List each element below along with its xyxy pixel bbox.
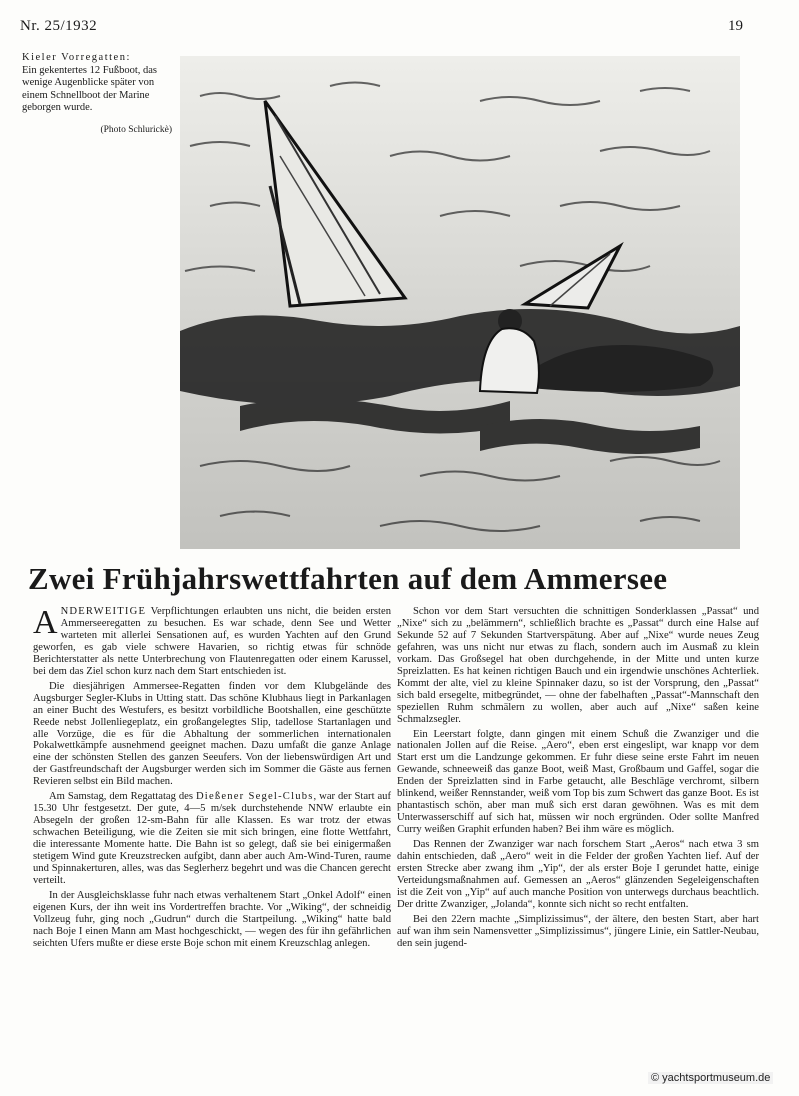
- page-number: 19: [728, 18, 743, 34]
- drop-cap: A: [33, 604, 58, 641]
- paragraph: [33, 606, 391, 678]
- article-column-left: [33, 606, 391, 953]
- lead-word: NDERWEITIGE: [60, 606, 147, 617]
- photo-illustration: [180, 56, 740, 549]
- paragraph: In der Ausgleichsklasse fuhr nach etwas verhaltenem Start „Onkel Adolf“ einen eigenen Kurs, der ihn weit ins Vordertreffen brachte. Vor „Wiking“, der schneidig Vollzeug fuhr, ging noch „Gudrun“ durch die Startpeilung. „Wiking“ hatte bald nach Boje I einen Mann am Mast hochgeschickt, — wegen des für ihn gefährlichen seichten Ufers mußte er diese erste Boje schon mit einem Kreuzschlag anlegen.: [33, 889, 391, 949]
- copyright-watermark: © yachtsportmuseum.de: [648, 1072, 773, 1084]
- paragraph: Die diesjährigen Ammersee-Regatten finden vor dem Klubgelände des Augsburger Segler-Klubs in Utting statt. Das schöne Klubhaus liegt in Parkanlagen an einer Bucht des Westufers, es besitzt vorbildliche Bootshallen, eine geschützte Reede nebst Jollenliegeplatz, ein großangelegtes Slip, tadellose Startanlagen und alle Vorzüge, die es für die Abhaltung der sommerlichen internationalen Pokalwettkämpfe ausnehmend geeignet machen. Dazu umfaßt die ganze Anlage eine der schönsten Stellen des ganzen Seeufers. Von der liebenswürdigen Art und der Gastfreundschaft der Augsburger werden sich im Sommer die Gäste aus fernen Revieren selbst ein Bild machen.: [33, 680, 391, 788]
- caption-title: Kieler Vorregatten:: [22, 52, 131, 63]
- photo-credit: (Photo Schlurickè): [100, 124, 172, 135]
- issue-number: Nr. 25/1932: [20, 18, 98, 34]
- paragraph-text: Verpflichtungen erlaubten uns nicht, die beiden ersten Ammerseeregatten zu besuchen. Es war schade, denn See und Wetter warteten mit allerlei Sensationen auf, es wurden Yachten auf den Grund geworfen, es gab viele schwere Havarien, so richtig etwas für schnöde Berichterstatter als nette Unterbrechung von Flautenregatten oder einem Karussel, bei dem das Ziel schon kurz nach dem Start entschieden ist.: [33, 606, 391, 677]
- article-column-right: [397, 606, 759, 953]
- paragraph-text: , war der Start auf 15.30 Uhr festgesetzt. Der gute, 4—5 m/sek durchstehende NNW erlaubte ein Absegeln der großen 12-sm-Bahn für alle Klassen. Es war trotz der etwas schwachen Beteiligung, wie die Zeiten sie mit sich bringen, eine flotte Wettfahrt, die interessante Momente hatte. Die Bahn ist so gelegt, daß sie bei einigermaßen stetigem Wind gute Kreuzstrecken aufgibt, dann aber auch Am-Wind-Turen, raume und Spinnakerturen, alles, was das Seglerherz begehrt und was die Chancen gerecht verteilt.: [33, 791, 392, 886]
- caption-text: Ein gekentertes 12 Fußboot, das wenige Augenblicke später von einem Schnellboot der Marine geborgen wurde.: [22, 64, 158, 113]
- club-name: Dießener Segel-Clubs: [195, 791, 314, 803]
- paragraph: Schon vor dem Start versuchten die schnittigen Sonderklassen „Passat“ und „Nixe“ sich zu „belämmern“, schließlich brachte es „Passat“ durch eine Halse auf Sekunde 52 auf 7 Sekunden Startverspätung. Aber auf „Nixe“ wurde neues Zeug gefahren, was uns nicht nur etwas zu flach, sondern auch im Ausmaß zu klein vorkam. Das Großsegel hat oben durchgehende, in der Mitte und unten kurze Spreizlatten. Es hat keinen richtigen Bauch und ein irgendwie unschönes Achterliek. Kommt der alte, viel zu kleine Spinnaker dazu, so ist der Vorsprung, den „Passat“ sich bald ersegelte, mitbegründet, — ohne der fabelhaften „Passat“-Mannschaft den speziellen Ruhm schmälern zu wollen, aber auch auf „Nixe“ saßen keine Schmalzsegler.: [397, 606, 759, 725]
- paragraph: Ein Leerstart folgte, dann gingen mit einem Schuß die Zwanziger und die nationalen Jollen auf die Reise. „Aero“, eben erst eingeslipt, war knapp vor dem Start erst um die Landzunge gekommen. Er fuhr diese seine erste Fahrt im neuen Gewande, schneeweiß das ganze Boot, weiß Mast, Großbaum und Gaffel, sogar die Enden der Spreizlatten sind in Farbe getaucht, alle Beschläge verchromt, silbern blinkend, weißer Rennstander, weiß vom Top bis zum Schwert das ganze Boot. Es ist phantastisch schön, aber man muß sich erst daran gewöhnen. Was es mit dem Unterwasserschiff auf sich hat, müssen wir noch ergründen. Oder sollte Manfred Curry weißen Graphit erfunden haben? Bei ihm wäre es möglich.: [397, 728, 759, 836]
- headline: Zwei Frühjahrswettfahrten auf dem Ammersee: [28, 561, 668, 596]
- paragraph: Das Rennen der Zwanziger war nach forschem Start „Aeros“ nach etwa 3 sm dahin entschieden, daß „Aero“ weit in die Felder der großen Yachten lief. Auf der ersten Strecke aber zwang ihm „Yip“, der als erster Boje I gerundet hatte, einige Verteidungsmaßnahmen auf. Gemessen an „Aeros“ glänzenden Segeleigenschaften ist die Zeit von „Yip“ auf auch manche Position von unterwegs durchaus beachtlich. Der dritte Zwanziger, „Jolanda“, konnte sich nicht so recht entfalten.: [397, 839, 759, 910]
- sea-surface: [180, 56, 740, 549]
- paragraph: [33, 791, 391, 887]
- paragraph-text: Am Samstag, dem Regattatag des: [49, 791, 196, 803]
- paragraph: Bei den 22ern machte „Simplizissimus“, der ältere, den besten Start, aber hart auf wan ihm sein Namensvetter „Simplizissimus“, jüngere Linie, ein Sattler-Neubau, den sein jugend-: [397, 913, 759, 949]
- photo-caption: [22, 52, 172, 136]
- capsized-boat-photo: [180, 56, 740, 549]
